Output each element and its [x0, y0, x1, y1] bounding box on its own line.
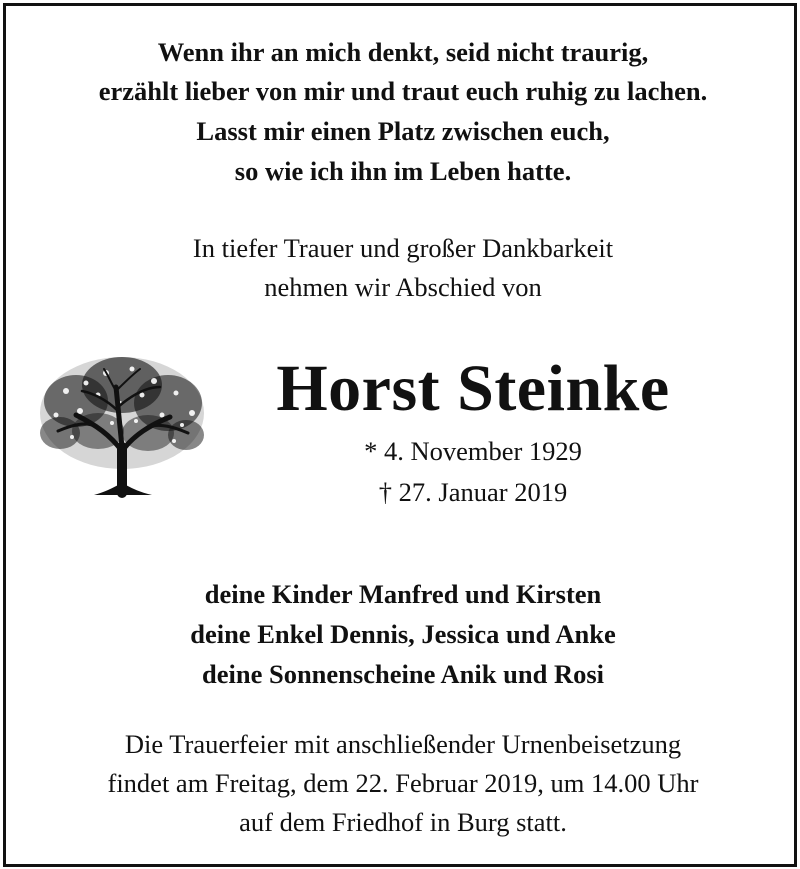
death-date: † 27. Januar 2019: [378, 477, 568, 507]
service-line-2: findet am Freitag, dem 22. Februar 2019, um 14.00 Uhr: [107, 768, 699, 798]
poem-line-2: erzählt lieber von mir und traut euch ruhig zu lachen.: [98, 76, 708, 106]
poem-line-1: Wenn ihr an mich denkt, seid nicht traurig,: [157, 37, 649, 67]
family-line-1: deine Kinder Manfred und Kirsten: [204, 579, 602, 609]
family-line-3: deine Sonnenscheine Anik und Rosi: [201, 659, 605, 689]
tree-icon: [36, 351, 208, 499]
intro-line-2: nehmen wir Abschied von: [264, 272, 542, 302]
poem-line-4: so wie ich ihn im Leben hatte.: [234, 156, 572, 186]
intro-line-1: In tiefer Trauer und großer Dankbarkeit: [192, 233, 614, 263]
birth-date: * 4. November 1929: [364, 436, 582, 466]
deceased-name: Horst Steinke: [276, 352, 670, 425]
service-line-1: Die Trauerfeier mit anschließender Urnenbeisetzung: [124, 729, 682, 759]
poem-line-3: Lasst mir einen Platz zwischen euch,: [196, 116, 610, 146]
family-line-2: deine Enkel Dennis, Jessica und Anke: [190, 619, 616, 649]
service-line-3: auf dem Friedhof in Burg statt.: [239, 807, 567, 837]
obituary-frame: [3, 3, 797, 867]
